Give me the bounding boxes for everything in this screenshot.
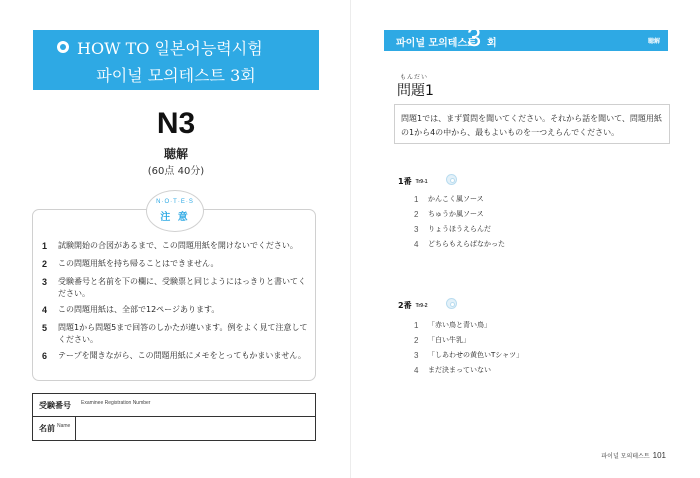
instruction-box	[394, 104, 670, 144]
exam-level: N3	[156, 107, 196, 140]
banner-title-line1: HOW TO 일본어능력시험	[77, 39, 263, 58]
note-number: 3	[42, 277, 48, 287]
option-text: かんこく風ソース	[428, 195, 484, 203]
note-item	[42, 240, 310, 252]
note-text: この問題用紙は、全部で12ページあります。	[58, 305, 220, 314]
option-number: 4	[414, 240, 419, 249]
note-number: 4	[42, 305, 48, 315]
note-number: 6	[42, 351, 48, 361]
note-item	[42, 304, 310, 316]
registration-number-sublabel: Examinee Registration Number	[81, 400, 151, 406]
option-text: 「白い牛乳」	[428, 336, 470, 344]
cd-icon[interactable]	[446, 174, 457, 185]
note-number: 5	[42, 323, 48, 333]
option-text: りょうほうえらんだ	[428, 225, 491, 233]
option-item[interactable]	[414, 223, 505, 238]
instruction-text: 問題1では、まず質問を聞いてください。それから話を聞いて、問題用紙の1から4の中から、最もよいものを一つえらんでください。	[401, 114, 662, 137]
item-label: 1番	[398, 177, 412, 186]
test-header-title: 파이널 모의테스트	[396, 38, 477, 49]
option-item[interactable]	[414, 238, 505, 253]
section-tag: 聴解	[647, 38, 660, 45]
name-sublabel: Name	[57, 423, 71, 429]
note-item	[42, 322, 310, 346]
option-number: 2	[414, 336, 419, 345]
name-label: 名前	[39, 424, 55, 433]
note-text: 受験番号と名前を下の欄に、受験票と同じようにはっきりと書いてください。	[58, 277, 306, 298]
registration-table	[32, 393, 316, 441]
section-name: 聴解	[163, 147, 188, 161]
option-number: 1	[414, 195, 419, 204]
option-item[interactable]	[414, 208, 505, 223]
track-number: Tr9-1	[415, 178, 428, 185]
name-field-divider	[75, 417, 76, 440]
footer-label: 파이널 모의테스트	[601, 453, 650, 460]
option-number: 3	[414, 351, 419, 360]
option-item[interactable]	[414, 334, 523, 349]
note-item	[42, 258, 310, 270]
option-text: ちゅうか風ソース	[428, 210, 484, 218]
notes-list	[42, 240, 310, 368]
item-2-header	[398, 300, 428, 311]
notes-badge-en: N·O·T·E·S	[156, 199, 194, 205]
option-item[interactable]	[414, 349, 523, 364]
option-item[interactable]	[414, 193, 505, 208]
note-text: 問題1から問題5まで回答のしかたが違います。例をよく見て注意してください。	[58, 323, 308, 344]
option-text: まだ決まっていない	[428, 366, 491, 374]
item-label: 2番	[398, 301, 412, 310]
option-number: 1	[414, 321, 419, 330]
note-number: 1	[42, 241, 48, 251]
option-number: 3	[414, 225, 419, 234]
note-number: 2	[42, 259, 48, 269]
note-text: テープを聞きながら、この問題用紙にメモをとってもかまいません。	[58, 351, 306, 360]
test-header-number: 3	[466, 22, 482, 52]
notes-badge-jp: 注 意	[160, 212, 190, 223]
option-item[interactable]	[414, 319, 523, 334]
option-text: どちらもえらばなかった	[428, 240, 505, 248]
section-duration: (60点 40分)	[147, 166, 205, 177]
target-bullet-icon	[57, 41, 69, 53]
option-text: 「赤い鳥と青い鳥」	[428, 321, 491, 329]
test-header-suffix: 회	[487, 38, 497, 49]
option-number: 2	[414, 210, 419, 219]
registration-number-row[interactable]	[33, 394, 315, 417]
question-ruby: もんだい	[400, 74, 429, 81]
page-footer	[601, 451, 666, 460]
option-item[interactable]	[414, 364, 523, 379]
cover-title-banner	[33, 30, 319, 90]
track-number: Tr9-2	[415, 302, 428, 309]
name-row[interactable]	[33, 417, 315, 440]
spread-fold	[350, 0, 351, 478]
option-text: 「しあわせの黄色いTシャツ」	[428, 351, 524, 359]
page-number: 101	[652, 451, 666, 460]
test-header-bar	[384, 22, 668, 52]
item-2-options	[414, 319, 523, 379]
registration-number-label: 受験番号	[39, 401, 71, 410]
note-text: この問題用紙を持ち帰ることはできません。	[58, 259, 219, 268]
notes-badge	[146, 190, 204, 232]
note-item	[42, 276, 310, 300]
question-title: 問題1	[397, 83, 434, 99]
banner-title-line2: 파이널 모의테스트 3회	[96, 66, 256, 85]
option-number: 4	[414, 366, 419, 375]
cd-icon[interactable]	[446, 298, 457, 309]
item-1-header	[398, 176, 428, 187]
note-text: 試験開始の合図があるまで、この問題用紙を開けないでください。	[58, 241, 298, 250]
note-item	[42, 350, 310, 362]
item-1-options	[414, 193, 505, 253]
